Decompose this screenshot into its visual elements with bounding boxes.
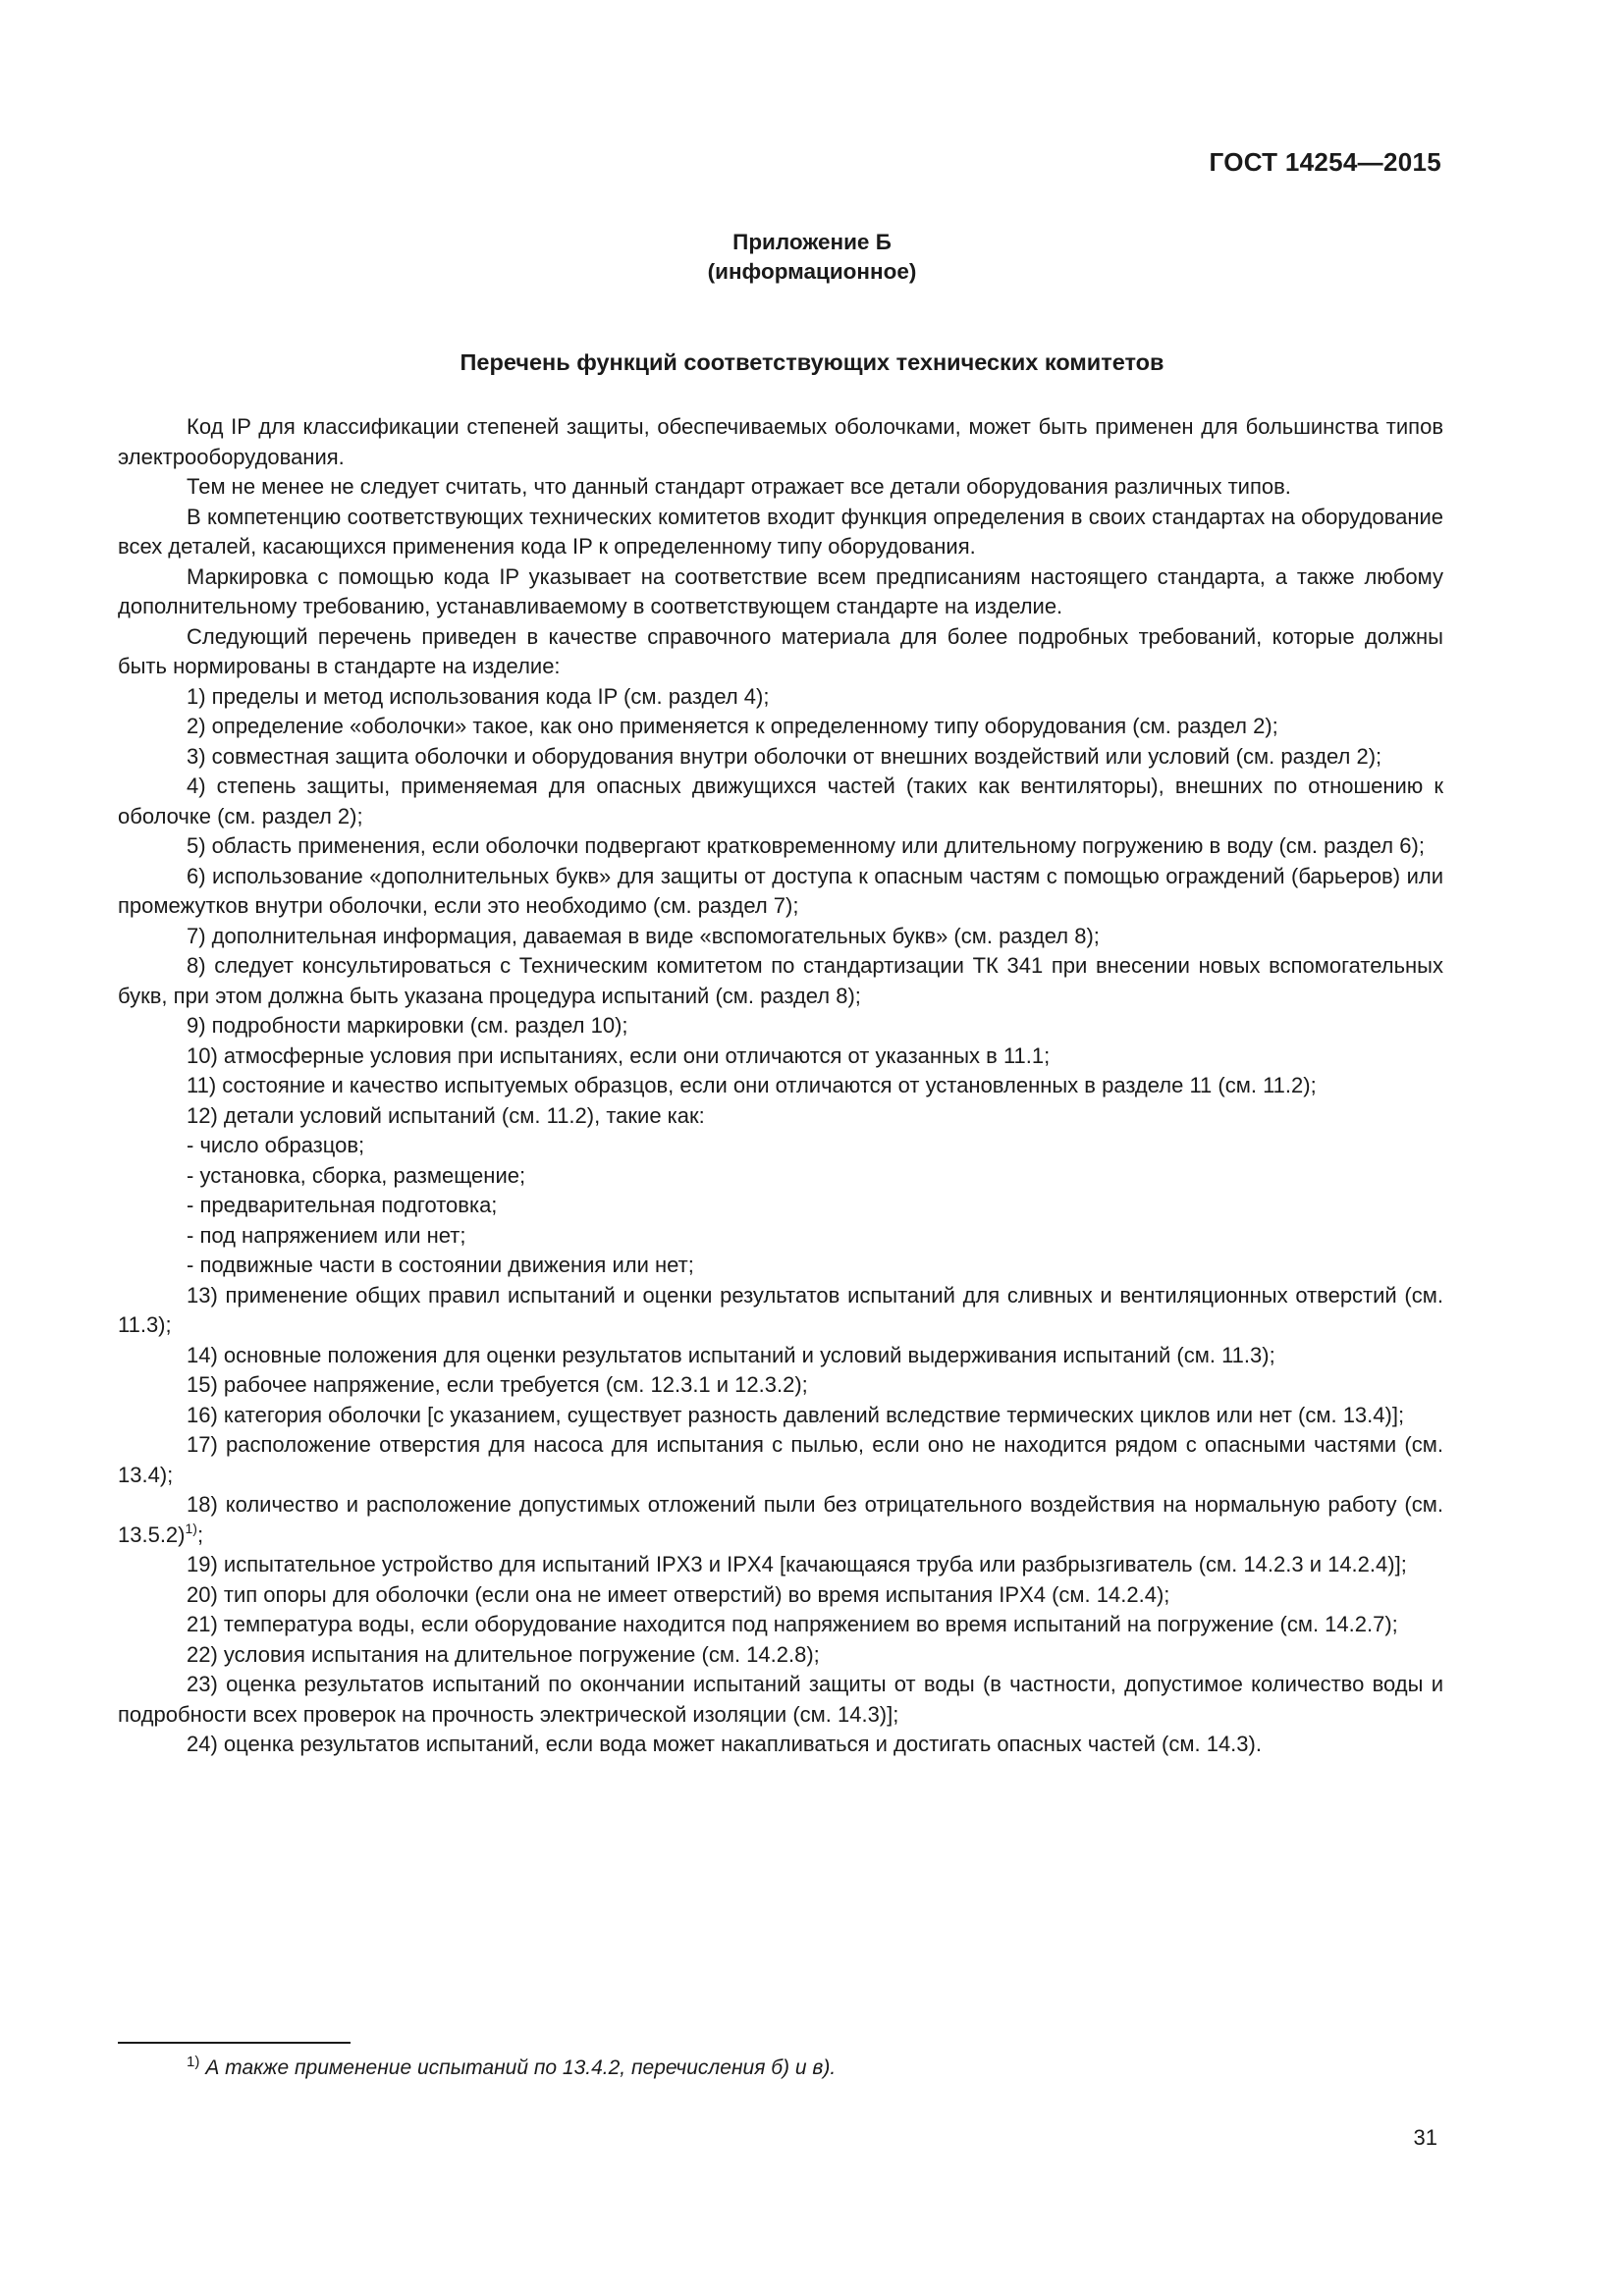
- list-item: 4) степень защиты, применяемая для опасных движущихся частей (таких как вентиляторы), внешних по отношению к оболочке (см. раздел 2);: [118, 774, 1443, 828]
- list-item: 8) следует консультироваться с Техническим комитетом по стандартизации ТК 341 при внесении новых вспомогательных букв, при этом должна быть указана процедура испытаний (см. раздел 8);: [118, 953, 1443, 1008]
- section-title: Перечень функций соответствующих технических комитетов: [460, 349, 1164, 375]
- list-item: 14) основные положения для оценки результатов испытаний и условий выдерживания испытаний (см. 11.3);: [187, 1342, 1275, 1367]
- list-item: 16) категория оболочки [с указанием, существует разность давлений вследствие термических циклов или нет (см. 13.4)];: [187, 1402, 1405, 1427]
- list-item: 5) область применения, если оболочки подвергают кратковременному или длительному погружению в воду (см. раздел 6);: [187, 833, 1425, 858]
- annex-subtitle: (информационное): [707, 259, 917, 284]
- annex-heading: [0, 228, 1624, 287]
- footnote-text: А также применение испытаний по 13.4.2, перечисления б) и в).: [205, 2056, 837, 2079]
- paragraph: Следующий перечень приведен в качестве справочного материала для более подробных требований, которые должны быть нормированы в стандарте на изделие:: [118, 623, 1443, 678]
- footnote-reference[interactable]: 1): [185, 1520, 197, 1536]
- paragraph: В компетенцию соответствующих технических комитетов входит функция определения в своих стандартах на оборудование всех деталей, касающихся применения кода IP к определенному типу оборудования.: [118, 504, 1443, 559]
- paragraph: Тем не менее не следует считать, что данный стандарт отражает все детали оборудования различных типов.: [187, 474, 1291, 499]
- list-item: 24) оценка результатов испытаний, если вода может накапливаться и достигать опасных частей (см. 14.3).: [187, 1732, 1262, 1756]
- sub-list-item: - число образцов;: [187, 1133, 365, 1157]
- list-item: 10) атмосферные условия при испытаниях, если они отличаются от указанных в 11.1;: [187, 1042, 1051, 1068]
- list-item: 19) испытательное устройство для испытаний IPX3 и IPX4 [качающаяся труба или разбрызгиватель (см. 14.2.3 и 14.2.4)];: [187, 1552, 1407, 1576]
- list-item: 23) оценка результатов испытаний по окончании испытаний защиты от воды (в частности, допустимое количество воды и подробности всех проверок на прочность электрической изоляции (см. 14.3)];: [118, 1672, 1443, 1727]
- document-body: [118, 412, 1443, 1760]
- footnote-divider: [118, 2042, 351, 2044]
- footnote-mark: 1): [187, 2054, 200, 2070]
- list-item: 9) подробности маркировки (см. раздел 10);: [187, 1013, 628, 1038]
- list-item: 2) определение «оболочки» такое, как оно применяется к определенному типу оборудования (см. раздел 2);: [187, 714, 1278, 738]
- list-item: 15) рабочее напряжение, если требуется (см. 12.3.1 и 12.3.2);: [187, 1372, 808, 1397]
- sub-list-item: - предварительная подготовка;: [187, 1193, 498, 1217]
- list-item: 21) температура воды, если оборудование находится под напряжением во время испытаний на погружение (см. 14.2.7);: [187, 1612, 1398, 1636]
- list-item: 22) условия испытания на длительное погружение (см. 14.2.8);: [187, 1641, 820, 1667]
- list-item: 17) расположение отверстия для насоса для испытания с пылью, если оно не находится рядом с опасными частями (см. 13.4);: [118, 1432, 1443, 1487]
- paragraph: Код IP для классификации степеней защиты, обеспечиваемых оболочками, может быть применен для большинства типов электрооборудования.: [118, 414, 1443, 469]
- sub-list-item: - подвижные части в состоянии движения или нет;: [187, 1253, 694, 1277]
- list-item: 1) пределы и метод использования кода IP (см. раздел 4);: [187, 683, 770, 709]
- sub-list-item: - установка, сборка, размещение;: [187, 1162, 526, 1188]
- list-item: 7) дополнительная информация, даваемая в виде «вспомогательных букв» (см. раздел 8);: [187, 923, 1100, 948]
- annex-title: Приложение Б: [732, 230, 892, 254]
- list-item: 6) использование «дополнительных букв» для защиты от доступа к опасным частям с помощью ограждений (барьеров) или промежутков внутри оболочки, если это необходимо (см. раздел 7);: [118, 863, 1443, 918]
- paragraph: Маркировка с помощью кода IP указывает на соответствие всем предписаниям настоящего стандарта, а также любому дополнительному требованию, устанавливаемому в соответствующем стандарте на изделие.: [118, 563, 1443, 618]
- list-item: [118, 1490, 1443, 1550]
- page-number: 31: [1413, 2125, 1437, 2150]
- sub-list-item: - под напряжением или нет;: [187, 1222, 466, 1248]
- list-item: 13) применение общих правил испытаний и оценки результатов испытаний для сливных и вентиляционных отверстий (см. 11.3);: [118, 1282, 1443, 1337]
- list-item: 12) детали условий испытаний (см. 11.2), такие как:: [187, 1102, 705, 1128]
- footnote: [187, 2054, 836, 2080]
- list-item-tail: ;: [196, 1522, 204, 1547]
- document-code: ГОСТ 14254—2015: [1209, 147, 1441, 177]
- list-item: 11) состояние и качество испытуемых образцов, если они отличаются от установленных в разделе 11 (см. 11.2);: [187, 1073, 1317, 1097]
- list-item: 3) совместная защита оболочки и оборудования внутри оболочки от внешних воздействий или условий (см. раздел 2);: [187, 743, 1382, 769]
- list-item-text: 18) количество и расположение допустимых отложений пыли без отрицательного воздействия на нормальную работу (см. 13.5.2): [118, 1492, 1443, 1547]
- list-item: 20) тип опоры для оболочки (если она не имеет отверстий) во время испытания IPX4 (см. 14.2.4);: [187, 1581, 1170, 1607]
